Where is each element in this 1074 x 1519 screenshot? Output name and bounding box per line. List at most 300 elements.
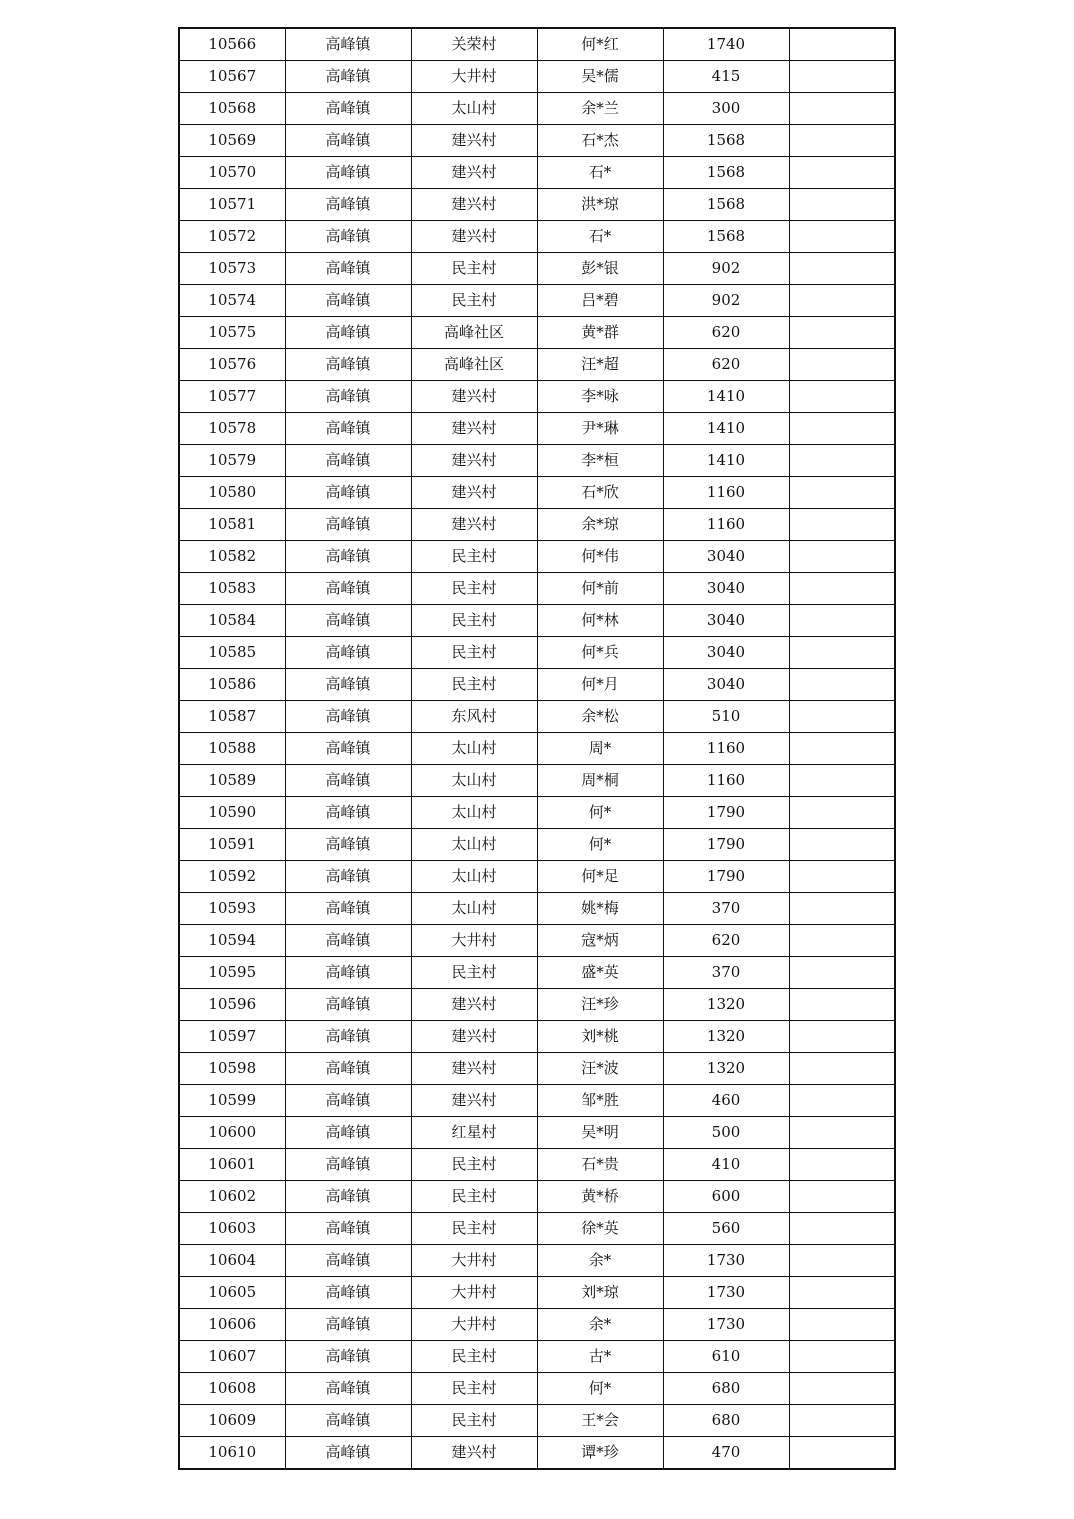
cell-amount: 3040 [663, 605, 789, 637]
cell-serial-number: 10589 [179, 765, 285, 797]
cell-note [789, 349, 895, 381]
cell-note [789, 285, 895, 317]
cell-name: 姚*梅 [537, 893, 663, 925]
cell-village: 太山村 [411, 861, 537, 893]
table-row [179, 1117, 895, 1149]
cell-name: 何* [537, 797, 663, 829]
cell-name: 吴*儒 [537, 61, 663, 93]
cell-town: 高峰镇 [285, 989, 411, 1021]
cell-name: 洪*琼 [537, 189, 663, 221]
cell-serial-number: 10605 [179, 1277, 285, 1309]
cell-town: 高峰镇 [285, 349, 411, 381]
cell-town: 高峰镇 [285, 1405, 411, 1437]
cell-name: 何*林 [537, 605, 663, 637]
cell-note [789, 93, 895, 125]
cell-amount: 1790 [663, 829, 789, 861]
cell-note [789, 189, 895, 221]
cell-serial-number: 10594 [179, 925, 285, 957]
cell-amount: 370 [663, 893, 789, 925]
cell-name: 王*会 [537, 1405, 663, 1437]
cell-town: 高峰镇 [285, 861, 411, 893]
cell-serial-number: 10598 [179, 1053, 285, 1085]
table-row [179, 157, 895, 189]
cell-town: 高峰镇 [285, 1053, 411, 1085]
cell-amount: 415 [663, 61, 789, 93]
table-row [179, 1437, 895, 1470]
cell-note [789, 861, 895, 893]
cell-village: 建兴村 [411, 189, 537, 221]
cell-village: 民主村 [411, 1181, 537, 1213]
cell-town: 高峰镇 [285, 125, 411, 157]
cell-village: 太山村 [411, 733, 537, 765]
cell-note [789, 1437, 895, 1470]
cell-name: 石*贵 [537, 1149, 663, 1181]
cell-town: 高峰镇 [285, 765, 411, 797]
cell-amount: 1730 [663, 1277, 789, 1309]
cell-note [789, 477, 895, 509]
cell-town: 高峰镇 [285, 637, 411, 669]
cell-name: 谭*珍 [537, 1437, 663, 1470]
cell-village: 建兴村 [411, 381, 537, 413]
cell-name: 余* [537, 1245, 663, 1277]
cell-village: 民主村 [411, 957, 537, 989]
table-row [179, 1021, 895, 1053]
table-row [179, 989, 895, 1021]
data-table [178, 27, 896, 1470]
cell-serial-number: 10584 [179, 605, 285, 637]
cell-name: 余*琼 [537, 509, 663, 541]
cell-village: 东风村 [411, 701, 537, 733]
cell-note [789, 1405, 895, 1437]
table-row [179, 349, 895, 381]
cell-note [789, 221, 895, 253]
cell-village: 太山村 [411, 829, 537, 861]
cell-note [789, 1277, 895, 1309]
cell-village: 民主村 [411, 605, 537, 637]
cell-note [789, 797, 895, 829]
table-row [179, 1405, 895, 1437]
cell-note [789, 957, 895, 989]
cell-town: 高峰镇 [285, 509, 411, 541]
cell-village: 红星村 [411, 1117, 537, 1149]
cell-town: 高峰镇 [285, 221, 411, 253]
cell-town: 高峰镇 [285, 1373, 411, 1405]
cell-amount: 1790 [663, 861, 789, 893]
table-row [179, 957, 895, 989]
cell-name: 石* [537, 157, 663, 189]
cell-serial-number: 10607 [179, 1341, 285, 1373]
cell-amount: 500 [663, 1117, 789, 1149]
cell-name: 余* [537, 1309, 663, 1341]
cell-serial-number: 10583 [179, 573, 285, 605]
cell-serial-number: 10573 [179, 253, 285, 285]
cell-serial-number: 10578 [179, 413, 285, 445]
table-row [179, 28, 895, 61]
cell-note [789, 637, 895, 669]
table-body [179, 28, 895, 1469]
cell-name: 吕*碧 [537, 285, 663, 317]
cell-village: 民主村 [411, 1405, 537, 1437]
cell-name: 何*前 [537, 573, 663, 605]
cell-name: 何*兵 [537, 637, 663, 669]
cell-town: 高峰镇 [285, 1277, 411, 1309]
cell-amount: 620 [663, 349, 789, 381]
cell-town: 高峰镇 [285, 157, 411, 189]
cell-note [789, 381, 895, 413]
table-row [179, 317, 895, 349]
cell-note [789, 605, 895, 637]
table-row [179, 829, 895, 861]
cell-note [789, 1085, 895, 1117]
cell-amount: 902 [663, 285, 789, 317]
cell-serial-number: 10602 [179, 1181, 285, 1213]
cell-serial-number: 10577 [179, 381, 285, 413]
cell-amount: 1568 [663, 221, 789, 253]
cell-village: 太山村 [411, 893, 537, 925]
table-row [179, 573, 895, 605]
cell-name: 何*足 [537, 861, 663, 893]
cell-serial-number: 10586 [179, 669, 285, 701]
cell-town: 高峰镇 [285, 61, 411, 93]
table-row [179, 797, 895, 829]
cell-note [789, 253, 895, 285]
cell-serial-number: 10600 [179, 1117, 285, 1149]
cell-note [789, 125, 895, 157]
cell-note [789, 1245, 895, 1277]
cell-village: 建兴村 [411, 1437, 537, 1470]
cell-serial-number: 10575 [179, 317, 285, 349]
cell-amount: 1568 [663, 125, 789, 157]
table-row [179, 1277, 895, 1309]
cell-town: 高峰镇 [285, 253, 411, 285]
cell-name: 邹*胜 [537, 1085, 663, 1117]
cell-note [789, 1117, 895, 1149]
cell-town: 高峰镇 [285, 1341, 411, 1373]
cell-serial-number: 10582 [179, 541, 285, 573]
cell-amount: 1320 [663, 1053, 789, 1085]
cell-serial-number: 10604 [179, 1245, 285, 1277]
table-row [179, 733, 895, 765]
cell-village: 大井村 [411, 925, 537, 957]
table-row [179, 125, 895, 157]
cell-amount: 902 [663, 253, 789, 285]
cell-town: 高峰镇 [285, 605, 411, 637]
cell-note [789, 445, 895, 477]
cell-village: 建兴村 [411, 445, 537, 477]
cell-village: 民主村 [411, 669, 537, 701]
cell-serial-number: 10567 [179, 61, 285, 93]
cell-village: 高峰社区 [411, 349, 537, 381]
table-row [179, 477, 895, 509]
cell-name: 刘*桃 [537, 1021, 663, 1053]
cell-village: 关荣村 [411, 28, 537, 61]
cell-amount: 3040 [663, 541, 789, 573]
cell-note [789, 1373, 895, 1405]
cell-name: 尹*琳 [537, 413, 663, 445]
cell-note [789, 317, 895, 349]
cell-village: 民主村 [411, 1213, 537, 1245]
cell-name: 吴*明 [537, 1117, 663, 1149]
cell-amount: 3040 [663, 637, 789, 669]
cell-note [789, 157, 895, 189]
cell-name: 李*桓 [537, 445, 663, 477]
cell-amount: 460 [663, 1085, 789, 1117]
cell-serial-number: 10590 [179, 797, 285, 829]
cell-amount: 620 [663, 317, 789, 349]
cell-name: 刘*琼 [537, 1277, 663, 1309]
table-row [179, 605, 895, 637]
cell-amount: 410 [663, 1149, 789, 1181]
cell-town: 高峰镇 [285, 1085, 411, 1117]
cell-serial-number: 10571 [179, 189, 285, 221]
cell-serial-number: 10587 [179, 701, 285, 733]
cell-amount: 510 [663, 701, 789, 733]
cell-note [789, 1341, 895, 1373]
cell-amount: 600 [663, 1181, 789, 1213]
table-row [179, 637, 895, 669]
cell-amount: 1160 [663, 509, 789, 541]
cell-town: 高峰镇 [285, 733, 411, 765]
table-row [179, 765, 895, 797]
cell-town: 高峰镇 [285, 1309, 411, 1341]
cell-village: 建兴村 [411, 1053, 537, 1085]
cell-town: 高峰镇 [285, 573, 411, 605]
cell-town: 高峰镇 [285, 925, 411, 957]
cell-name: 古* [537, 1341, 663, 1373]
table-row [179, 669, 895, 701]
table-row [179, 541, 895, 573]
cell-village: 太山村 [411, 765, 537, 797]
table-row [179, 701, 895, 733]
cell-serial-number: 10610 [179, 1437, 285, 1470]
cell-amount: 370 [663, 957, 789, 989]
cell-town: 高峰镇 [285, 413, 411, 445]
cell-village: 建兴村 [411, 477, 537, 509]
cell-note [789, 733, 895, 765]
cell-serial-number: 10569 [179, 125, 285, 157]
cell-serial-number: 10596 [179, 989, 285, 1021]
cell-note [789, 1053, 895, 1085]
table-row [179, 1149, 895, 1181]
cell-amount: 1730 [663, 1245, 789, 1277]
cell-note [789, 1181, 895, 1213]
table-row [179, 893, 895, 925]
table-row [179, 1341, 895, 1373]
table-row [179, 925, 895, 957]
cell-amount: 620 [663, 925, 789, 957]
cell-name: 石* [537, 221, 663, 253]
cell-serial-number: 10591 [179, 829, 285, 861]
cell-town: 高峰镇 [285, 1213, 411, 1245]
cell-serial-number: 10593 [179, 893, 285, 925]
cell-note [789, 509, 895, 541]
cell-note [789, 893, 895, 925]
cell-serial-number: 10608 [179, 1373, 285, 1405]
cell-village: 民主村 [411, 573, 537, 605]
cell-town: 高峰镇 [285, 189, 411, 221]
cell-serial-number: 10585 [179, 637, 285, 669]
cell-serial-number: 10576 [179, 349, 285, 381]
cell-amount: 1320 [663, 1021, 789, 1053]
cell-amount: 1410 [663, 413, 789, 445]
table-row [179, 253, 895, 285]
cell-serial-number: 10566 [179, 28, 285, 61]
table-row [179, 1085, 895, 1117]
cell-note [789, 573, 895, 605]
cell-village: 建兴村 [411, 989, 537, 1021]
cell-amount: 1160 [663, 733, 789, 765]
cell-name: 盛*英 [537, 957, 663, 989]
cell-amount: 3040 [663, 573, 789, 605]
cell-serial-number: 10595 [179, 957, 285, 989]
cell-serial-number: 10579 [179, 445, 285, 477]
cell-amount: 1160 [663, 765, 789, 797]
cell-town: 高峰镇 [285, 93, 411, 125]
cell-village: 民主村 [411, 1149, 537, 1181]
cell-note [789, 1309, 895, 1341]
cell-note [789, 28, 895, 61]
cell-village: 大井村 [411, 1277, 537, 1309]
cell-note [789, 989, 895, 1021]
table-row [179, 1373, 895, 1405]
cell-serial-number: 10601 [179, 1149, 285, 1181]
cell-village: 民主村 [411, 253, 537, 285]
cell-name: 石*杰 [537, 125, 663, 157]
cell-town: 高峰镇 [285, 477, 411, 509]
cell-name: 汪*超 [537, 349, 663, 381]
cell-serial-number: 10597 [179, 1021, 285, 1053]
cell-village: 建兴村 [411, 509, 537, 541]
cell-village: 民主村 [411, 541, 537, 573]
cell-amount: 680 [663, 1405, 789, 1437]
table-row [179, 1181, 895, 1213]
cell-note [789, 1213, 895, 1245]
cell-name: 石*欣 [537, 477, 663, 509]
cell-village: 建兴村 [411, 413, 537, 445]
cell-serial-number: 10609 [179, 1405, 285, 1437]
cell-village: 太山村 [411, 797, 537, 829]
cell-name: 何*红 [537, 28, 663, 61]
cell-village: 民主村 [411, 1341, 537, 1373]
cell-serial-number: 10568 [179, 93, 285, 125]
cell-note [789, 413, 895, 445]
cell-amount: 1410 [663, 381, 789, 413]
cell-serial-number: 10572 [179, 221, 285, 253]
cell-name: 李*咏 [537, 381, 663, 413]
cell-town: 高峰镇 [285, 285, 411, 317]
cell-serial-number: 10574 [179, 285, 285, 317]
cell-village: 民主村 [411, 285, 537, 317]
cell-town: 高峰镇 [285, 1181, 411, 1213]
cell-amount: 1568 [663, 157, 789, 189]
cell-town: 高峰镇 [285, 797, 411, 829]
table-row [179, 93, 895, 125]
cell-town: 高峰镇 [285, 28, 411, 61]
cell-amount: 3040 [663, 669, 789, 701]
table-row [179, 1053, 895, 1085]
cell-name: 周*桐 [537, 765, 663, 797]
cell-note [789, 765, 895, 797]
cell-name: 寇*炳 [537, 925, 663, 957]
cell-name: 周* [537, 733, 663, 765]
cell-note [789, 925, 895, 957]
cell-amount: 1790 [663, 797, 789, 829]
cell-note [789, 61, 895, 93]
cell-note [789, 829, 895, 861]
cell-village: 大井村 [411, 1309, 537, 1341]
cell-town: 高峰镇 [285, 893, 411, 925]
cell-town: 高峰镇 [285, 669, 411, 701]
cell-name: 汪*波 [537, 1053, 663, 1085]
cell-village: 建兴村 [411, 221, 537, 253]
cell-town: 高峰镇 [285, 1117, 411, 1149]
cell-village: 民主村 [411, 1373, 537, 1405]
cell-town: 高峰镇 [285, 1437, 411, 1470]
cell-village: 建兴村 [411, 157, 537, 189]
cell-town: 高峰镇 [285, 1245, 411, 1277]
cell-note [789, 701, 895, 733]
table-row [179, 381, 895, 413]
cell-village: 建兴村 [411, 1085, 537, 1117]
table-row [179, 509, 895, 541]
cell-note [789, 1021, 895, 1053]
cell-name: 徐*英 [537, 1213, 663, 1245]
cell-amount: 610 [663, 1341, 789, 1373]
cell-serial-number: 10606 [179, 1309, 285, 1341]
cell-amount: 1730 [663, 1309, 789, 1341]
table-row [179, 1213, 895, 1245]
cell-name: 何* [537, 829, 663, 861]
table-row [179, 861, 895, 893]
cell-name: 余*兰 [537, 93, 663, 125]
cell-village: 高峰社区 [411, 317, 537, 349]
table-row [179, 1309, 895, 1341]
cell-village: 大井村 [411, 61, 537, 93]
cell-note [789, 1149, 895, 1181]
cell-note [789, 541, 895, 573]
table-row [179, 413, 895, 445]
cell-amount: 1410 [663, 445, 789, 477]
cell-town: 高峰镇 [285, 381, 411, 413]
cell-town: 高峰镇 [285, 1021, 411, 1053]
cell-amount: 1320 [663, 989, 789, 1021]
table-row [179, 189, 895, 221]
cell-amount: 1160 [663, 477, 789, 509]
cell-note [789, 669, 895, 701]
cell-amount: 1568 [663, 189, 789, 221]
cell-name: 黄*桥 [537, 1181, 663, 1213]
cell-serial-number: 10599 [179, 1085, 285, 1117]
cell-name: 何*月 [537, 669, 663, 701]
cell-serial-number: 10592 [179, 861, 285, 893]
table-row [179, 61, 895, 93]
cell-serial-number: 10588 [179, 733, 285, 765]
cell-name: 彭*银 [537, 253, 663, 285]
cell-town: 高峰镇 [285, 829, 411, 861]
cell-village: 大井村 [411, 1245, 537, 1277]
cell-amount: 470 [663, 1437, 789, 1470]
cell-town: 高峰镇 [285, 957, 411, 989]
cell-name: 余*松 [537, 701, 663, 733]
cell-village: 建兴村 [411, 125, 537, 157]
table-row [179, 445, 895, 477]
cell-town: 高峰镇 [285, 701, 411, 733]
cell-name: 何*伟 [537, 541, 663, 573]
table-row [179, 1245, 895, 1277]
cell-town: 高峰镇 [285, 541, 411, 573]
cell-town: 高峰镇 [285, 317, 411, 349]
table-row [179, 221, 895, 253]
